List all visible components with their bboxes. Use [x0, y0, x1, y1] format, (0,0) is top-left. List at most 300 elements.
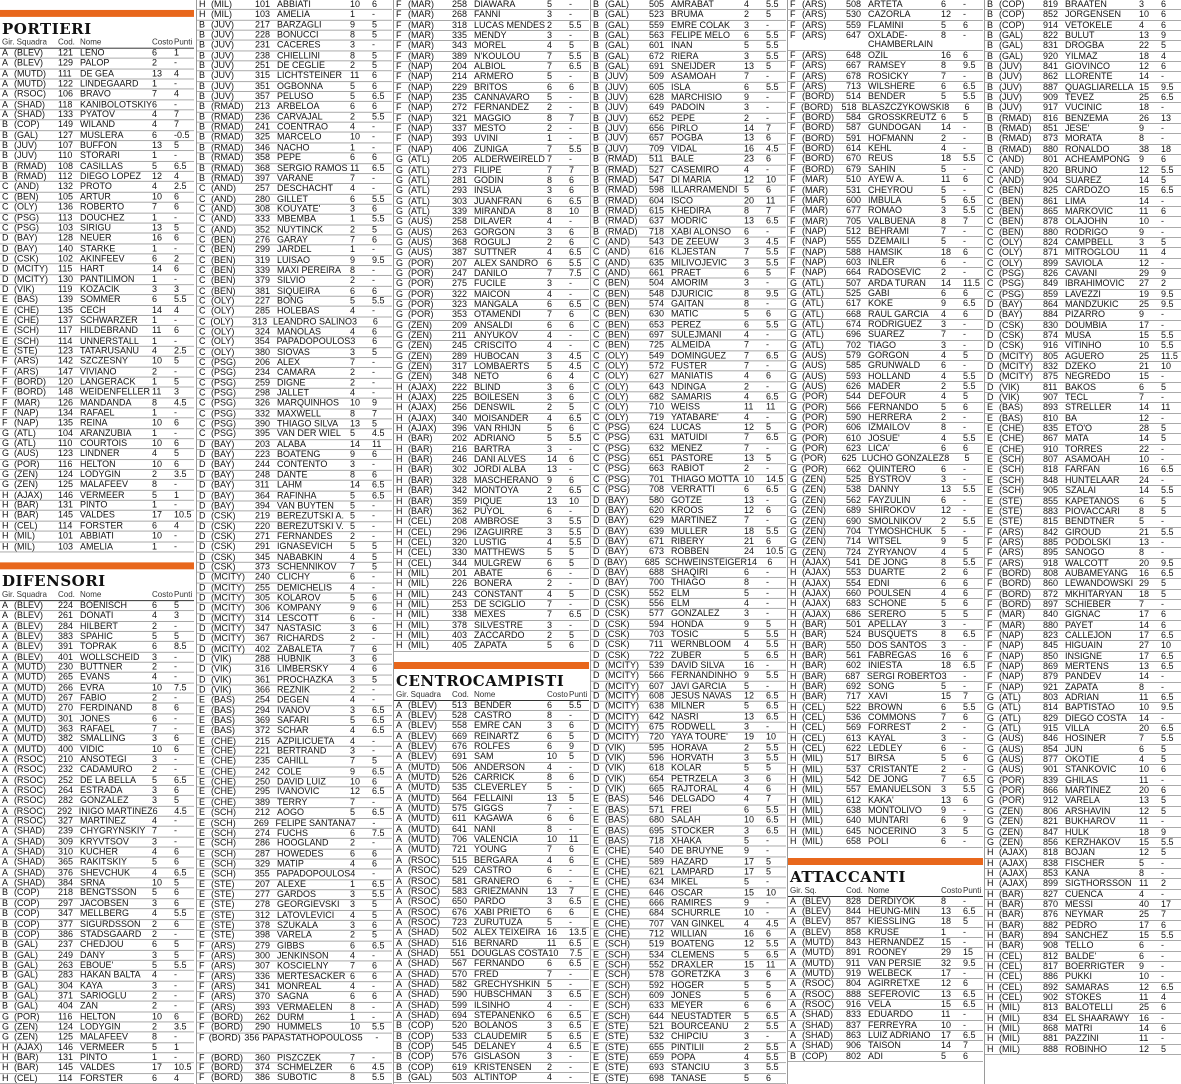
name-cell: NASTASIC [277, 623, 322, 633]
points-cell: 5.5 [1161, 733, 1174, 744]
cost-cell: 6 [152, 294, 158, 305]
name-cell: CANNAVARO [474, 92, 530, 103]
header-cell: Nome [868, 885, 890, 895]
cost-cell: 6 [547, 257, 553, 268]
name-cell: CHEYROU [868, 184, 914, 195]
team-cell: (GAL) [14, 939, 39, 950]
code-cell: 644 [649, 1010, 665, 1021]
name-cell: REINA [80, 417, 108, 428]
points-cell: 6 [1161, 619, 1167, 630]
team-cell: (RMAD) [605, 174, 638, 185]
cost-cell: 13 [547, 495, 558, 506]
group-cell: C [987, 205, 994, 216]
cost-cell: 6 [350, 101, 356, 112]
player-row [985, 817, 1181, 827]
team-cell: (MIL) [999, 1033, 1020, 1044]
code-cell: 697 [649, 329, 665, 340]
points-cell: - [963, 936, 966, 947]
code-cell: 513 [452, 699, 468, 710]
group-cell: G [790, 536, 798, 547]
cost-cell: 3 [547, 1020, 553, 1031]
code-cell: 687 [845, 670, 861, 681]
code-cell: 706 [452, 834, 468, 845]
points-cell: 4 [174, 68, 180, 79]
points-cell: 5 [174, 448, 180, 459]
group-cell: H [2, 510, 9, 521]
name-cell: FAYZULIN [868, 494, 911, 505]
team-cell: (CHE) [605, 866, 630, 877]
points-cell: - [766, 71, 769, 82]
points-cell: 6 [963, 794, 969, 805]
name-cell: STOKES [1065, 992, 1102, 1002]
cost-cell: 6 [941, 577, 947, 588]
name-cell: KUCHER [80, 846, 119, 857]
group-cell: F [2, 366, 8, 377]
team-cell: (VIK) [211, 674, 232, 685]
code-cell: 352 [255, 224, 271, 234]
name-cell: VAN PERSIE [868, 957, 922, 968]
group-cell: C [987, 154, 994, 165]
points-cell: 6.5 [174, 160, 187, 171]
name-cell: CUENCA [1065, 888, 1104, 899]
name-cell: MARTINEZ [1065, 785, 1111, 796]
code-cell: 901 [1043, 764, 1059, 775]
group-cell: F [790, 30, 796, 41]
code-cell: 360 [255, 1052, 271, 1063]
name-cell: KRUSE [868, 926, 900, 937]
cost-cell: 5 [357, 1032, 363, 1043]
points-cell: 9.5 [1161, 288, 1174, 299]
team-cell: (NAP) [408, 81, 433, 92]
code-cell: 384 [58, 877, 74, 888]
team-cell: (PSG) [999, 288, 1025, 299]
code-cell: 347 [58, 908, 74, 919]
group-cell: G [396, 226, 404, 237]
code-cell: 617 [846, 298, 862, 309]
points-cell: 5 [963, 916, 969, 927]
group-cell: B [593, 215, 600, 226]
team-cell: (MCITY) [605, 732, 639, 743]
name-cell: SAFARI [277, 715, 310, 726]
name-cell: MIKEL [671, 876, 699, 887]
team-cell: (CHE) [605, 907, 630, 918]
points-cell: 6 [963, 443, 969, 454]
name-cell: LANGERACK [80, 376, 136, 387]
name-cell: MANDZUKIC [1065, 298, 1119, 309]
points-cell: 5.5 [963, 381, 976, 392]
cost-cell: 2 [941, 132, 947, 143]
points-cell: 6 [569, 844, 575, 855]
points-cell: 5 [766, 453, 772, 464]
group-cell: G [2, 479, 10, 490]
name-cell: TANASE [671, 1072, 707, 1083]
cost-cell: 6 [350, 285, 356, 296]
group-cell: E [593, 979, 600, 990]
code-cell: 381 [255, 285, 271, 296]
points-cell: 4 [569, 371, 575, 382]
points-cell: - [963, 267, 966, 278]
name-cell: DE JONG [868, 774, 909, 785]
code-cell: 651 [649, 453, 665, 464]
name-cell: ZACCARDO [474, 629, 525, 640]
code-cell: 620 [649, 504, 665, 515]
group-cell: C [987, 247, 994, 258]
group-cell: A [2, 682, 9, 693]
name-cell: LODYGIN [80, 469, 121, 480]
name-cell: FORSTER [80, 1072, 124, 1083]
cost-cell: 4 [152, 109, 158, 120]
cost-cell: 12 [744, 504, 755, 515]
name-cell: DANI ALVES [474, 454, 526, 465]
cost-cell: 8 [1139, 681, 1145, 692]
name-cell: DELGADO [671, 794, 716, 805]
cost-cell: 14 [1139, 71, 1150, 82]
team-cell: (AJAX) [999, 878, 1028, 889]
cost-cell: 4 [941, 546, 947, 557]
name-cell: PRAET [671, 267, 702, 278]
points-cell: 5.5 [1161, 330, 1174, 340]
code-cell: 854 [1043, 743, 1059, 754]
points-cell: - [372, 612, 375, 623]
code-cell: 207 [452, 257, 468, 268]
code-cell: 347 [255, 623, 271, 633]
group-cell: F [790, 205, 796, 216]
code-cell: 305 [255, 592, 271, 603]
name-cell: ELM [671, 597, 690, 608]
group-cell: B [2, 959, 9, 970]
team-cell: (ATL) [999, 723, 1021, 734]
cost-cell: 16 [1139, 464, 1150, 475]
name-cell: BENDER [868, 91, 906, 102]
team-cell: (RMAD) [211, 152, 244, 163]
group-cell: F [790, 225, 796, 236]
team-cell: (RSOC) [408, 854, 440, 865]
group-cell: B [593, 40, 600, 51]
team-cell: (BLEV) [408, 741, 438, 752]
points-cell: 6 [963, 1050, 969, 1061]
team-cell: (BAR) [408, 485, 433, 496]
group-cell: D [987, 392, 994, 403]
points-cell: 6 [174, 887, 180, 898]
group-cell: B [2, 898, 9, 908]
name-cell: MATRI [1065, 1023, 1093, 1034]
team-cell: (SHAD) [14, 856, 45, 867]
code-cell: 873 [1043, 133, 1059, 144]
group-cell: G [790, 360, 798, 371]
team-cell: (BAR) [802, 639, 827, 650]
name-cell: ZURUTUZA [474, 916, 523, 927]
team-cell: (RMAD) [211, 132, 244, 142]
code-cell: 801 [1043, 154, 1059, 165]
section-bar [0, 10, 194, 17]
points-cell: 6 [766, 773, 772, 784]
name-cell: RONALDO [1065, 143, 1110, 154]
group-cell: C [199, 183, 206, 194]
team-cell: (MIL) [999, 1012, 1020, 1023]
team-cell: (CSK) [999, 330, 1024, 340]
code-cell: 846 [1043, 733, 1059, 744]
team-cell: (OLY) [605, 370, 629, 381]
points-cell: 6.5 [569, 412, 582, 423]
name-cell: BOURCEANU [671, 1021, 729, 1032]
group-cell: C [199, 275, 206, 286]
group-cell: G [2, 1011, 10, 1022]
group-cell: D [593, 504, 600, 515]
team-cell: (MAR) [802, 194, 828, 205]
team-cell: (MCITY) [14, 263, 48, 274]
group-cell: G [790, 381, 798, 392]
cost-cell: 6 [941, 701, 947, 712]
points-cell: 6.5 [766, 649, 779, 660]
team-cell: (NAP) [999, 640, 1024, 651]
group-cell: B [199, 162, 206, 173]
team-cell: (SCH) [605, 959, 630, 970]
code-cell: 291 [255, 541, 271, 552]
group-cell: C [593, 473, 600, 484]
group-cell: A [396, 999, 403, 1010]
team-cell: (COP) [14, 918, 40, 929]
code-cell: 545 [452, 1041, 468, 1051]
cost-cell: 3 [152, 651, 158, 662]
group-cell: G [2, 458, 10, 469]
group-cell: H [790, 774, 797, 785]
team-cell: (SHAD) [408, 968, 439, 979]
code-cell: 389 [255, 797, 271, 807]
code-cell: 549 [649, 350, 665, 361]
cost-cell: 8 [744, 288, 750, 299]
name-cell: ILLARRAMENDI [671, 184, 738, 195]
points-cell: 7 [963, 215, 969, 226]
cost-cell: 9 [941, 298, 947, 309]
code-cell: 139 [58, 294, 74, 305]
points-cell: 4 [1161, 50, 1167, 61]
player-row [0, 940, 194, 950]
cost-cell: 10 [152, 1011, 163, 1022]
points-cell: - [174, 692, 177, 703]
column-6 [984, 0, 1181, 1084]
cost-cell: 8 [547, 823, 553, 834]
team-cell: (MUTD) [14, 713, 46, 723]
group-cell: C [593, 319, 600, 330]
cost-cell: 5 [744, 1010, 750, 1021]
cost-cell: 5 [547, 71, 553, 82]
points-cell: - [569, 865, 572, 876]
cost-cell: 17 [152, 510, 163, 521]
group-cell: G [987, 774, 995, 785]
cost-cell: 12 [941, 978, 952, 989]
team-cell: (CHE) [605, 886, 630, 897]
team-cell: (ARS) [802, 81, 827, 92]
code-cell: 567 [452, 958, 468, 969]
code-cell: 676 [452, 741, 468, 752]
points-cell: 5.5 [1161, 340, 1174, 351]
group-cell: B [199, 70, 206, 81]
group-cell: B [2, 140, 9, 151]
cost-cell: 5 [350, 541, 356, 552]
group-cell: H [2, 1072, 9, 1083]
points-cell: 5.5 [766, 319, 779, 330]
name-cell: JORDI ALBA [474, 464, 527, 475]
team-cell: (GAL) [605, 60, 630, 71]
group-cell: D [593, 535, 600, 546]
team-cell: (CEL) [408, 536, 432, 547]
code-cell: 575 [452, 803, 468, 814]
code-cell: 552 [649, 587, 665, 598]
points-cell: 7 [174, 109, 180, 120]
code-cell: 317 [452, 361, 468, 372]
points-cell: - [766, 515, 769, 526]
code-cell: 340 [452, 412, 468, 423]
team-cell: (SHAD) [408, 1009, 439, 1020]
group-cell: F [790, 60, 796, 71]
cost-cell: 10 [1139, 216, 1150, 227]
points-cell: - [372, 981, 375, 992]
team-cell: (ZEN) [802, 474, 826, 485]
points-cell: 5.5 [174, 294, 187, 305]
code-cell: 326 [255, 398, 271, 408]
team-cell: (RSOC) [14, 774, 46, 785]
cost-cell: 8 [152, 702, 158, 713]
name-cell: MALAFEEV [80, 479, 129, 490]
group-cell: C [199, 316, 206, 327]
points-cell: - [569, 464, 572, 475]
group-cell: E [593, 835, 600, 846]
code-cell: 677 [846, 205, 862, 216]
points-cell: 5 [766, 763, 772, 774]
group-cell: E [987, 402, 994, 413]
name-cell: SEFEROVIC [868, 988, 921, 999]
team-cell: (POR) [802, 463, 828, 474]
team-cell: (BEN) [605, 277, 630, 288]
cost-cell: 7 [744, 350, 750, 361]
points-cell: - [372, 735, 375, 746]
cost-cell: 3 [152, 898, 158, 908]
player-row [0, 611, 194, 621]
points-cell: - [766, 91, 769, 102]
cost-cell: 1 [350, 142, 356, 153]
points-cell: 6 [174, 846, 180, 857]
code-cell: 354 [254, 336, 270, 347]
code-cell: 820 [1043, 164, 1059, 175]
cost-cell: 4 [941, 143, 947, 154]
points-cell: 5.5 [569, 433, 582, 444]
cost-cell: 7 [547, 609, 553, 620]
team-cell: (ARS) [802, 19, 827, 30]
group-cell: F [790, 0, 796, 9]
code-cell: 614 [846, 143, 862, 154]
code-cell: 806 [1043, 805, 1059, 816]
group-cell: E [199, 766, 206, 777]
team-cell: (BAR) [408, 495, 433, 506]
cost-cell: 3 [350, 745, 356, 756]
code-cell: 831 [1043, 40, 1059, 51]
cost-cell: 16 [152, 232, 163, 243]
cost-cell: 4 [547, 536, 553, 547]
code-cell: 336 [255, 970, 271, 981]
cost-cell: 10 [1139, 340, 1150, 351]
team-cell: (OLY) [210, 316, 234, 327]
team-cell: (AJAX) [14, 489, 43, 500]
name-cell: DJURICIC [671, 288, 713, 299]
cost-cell: 12 [744, 938, 755, 949]
code-cell: 857 [846, 916, 862, 927]
points-cell: - [372, 121, 375, 132]
points-cell: 6 [1161, 919, 1167, 930]
team-cell: (BAY) [605, 546, 629, 557]
group-cell: E [199, 817, 206, 828]
points-cell: 6 [372, 664, 378, 674]
code-cell: 581 [452, 875, 468, 886]
name-cell: FERDINAND [80, 702, 133, 713]
points-cell: 5 [766, 60, 772, 71]
group-cell: A [396, 906, 403, 917]
cost-cell: 25 [1139, 350, 1150, 361]
points-cell: 5.5 [766, 804, 779, 815]
group-cell: E [199, 878, 206, 889]
name-cell: VALENCIA [474, 834, 518, 845]
code-cell: 878 [1043, 216, 1059, 227]
name-cell: BONUCCI [277, 29, 319, 40]
cost-cell: 13 [1139, 30, 1150, 41]
points-cell: 5.5 [766, 742, 779, 753]
code-cell: 301 [58, 713, 74, 723]
code-cell: 615 [649, 205, 665, 216]
points-cell: - [1161, 536, 1164, 547]
points-cell: 11 [1161, 402, 1171, 413]
code-cell: 243 [452, 588, 468, 599]
team-cell: (RSOC) [408, 885, 440, 896]
name-cell: KLJESTAN [671, 246, 716, 257]
name-cell: GEORGIEVSKI [277, 899, 340, 910]
team-cell: (ZEN) [14, 1021, 38, 1032]
name-cell: HUNTELAAR [1065, 474, 1120, 485]
points-cell: - [174, 150, 177, 161]
cost-cell: 2 [941, 412, 947, 423]
team-cell: (MCITY) [211, 623, 245, 633]
team-cell: (GAL) [14, 969, 39, 980]
cost-cell: 9 [350, 449, 356, 460]
cost-cell: 5 [744, 979, 750, 990]
name-cell: PIRLO [671, 122, 699, 133]
points-cell: - [569, 71, 572, 82]
points-cell: 10 [569, 205, 580, 216]
code-cell: 403 [452, 629, 468, 640]
team-cell: (RSOC) [408, 916, 440, 927]
name-cell: ADRIANO [474, 433, 516, 444]
points-cell: 5.5 [963, 91, 976, 102]
group-cell: B [199, 111, 206, 122]
team-cell: (NAP) [999, 671, 1024, 682]
points-cell: 6 [766, 969, 772, 980]
name-cell: NETO [474, 371, 499, 382]
group-cell: A [790, 926, 797, 937]
team-cell: (POR) [999, 785, 1025, 796]
group-cell: G [790, 443, 798, 454]
cost-cell: 5 [744, 587, 750, 598]
group-cell: H [396, 464, 403, 475]
code-cell: 261 [58, 610, 74, 621]
name-cell: MENDY [474, 30, 507, 41]
group-cell: E [199, 919, 206, 930]
points-cell: - [963, 805, 966, 816]
code-cell: 590 [846, 412, 862, 423]
group-cell: E [593, 1000, 600, 1011]
team-cell: (BLEV) [14, 599, 44, 610]
cost-cell: 11 [1139, 878, 1149, 889]
name-cell: GONZALEZ [80, 795, 129, 806]
team-cell: (STE) [605, 1072, 629, 1083]
group-cell: E [987, 495, 994, 506]
